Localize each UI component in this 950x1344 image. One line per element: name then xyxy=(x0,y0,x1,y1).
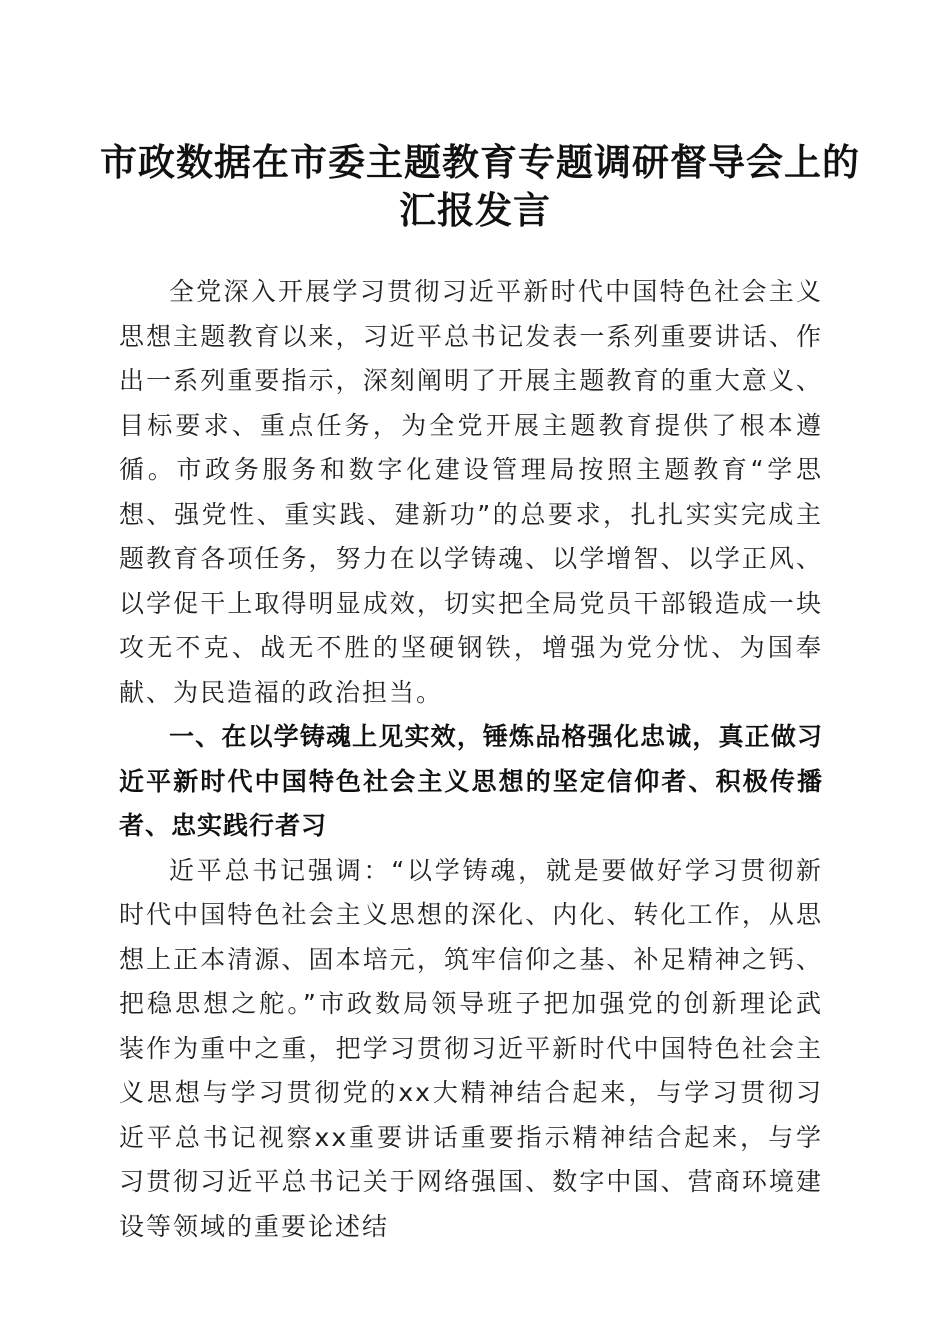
document-title xyxy=(100,138,860,234)
paragraph-intro: 全党深入开展学习贯彻习近平新时代中国特色社会主义思想主题教育以来，习近平总书记发表一系列重要讲话、作出一系列重要指示，深刻阐明了开展主题教育的重大意义、目标要求、重点任务，为全党开展主题教育提供了根本遵循。市政务服务和数字化建设管理局按照主题教育“学思想、强党性、重实践、建新功”的总要求，扎扎实实完成主题教育各项任务，努力在以学铸魂、以学增智、以学正风、以学促干上取得明显成效，切实把全局党员干部锻造成一块攻无不克、战无不胜的坚硬钢铁，增强为党分忧、为国奉献、为民造福的政治担当。 xyxy=(119,277,823,707)
title-line-1: 市政数据在市委主题教育专题调研督导会上的 xyxy=(100,140,860,184)
document-body xyxy=(119,270,823,1249)
paragraph-section-1: 近平总书记强调：“以学铸魂，就是要做好学习贯彻新时代中国特色社会主义思想的深化、内化、转化工作，从思想上正本清源、固本培元，筑牢信仰之基、补足精神之钙、把稳思想之舵。”市政数局领导班子把加强党的创新理论武装作为重中之重，把学习贯彻习近平新时代中国特色社会主义思想与学习贯彻党的xx大精神结合起来，与学习贯彻习近平总书记视察xx重要讲话重要指示精神结合起来，与学习贯彻习近平总书记关于网络强国、数字中国、营商环境建设等领域的重要论述结 xyxy=(119,855,823,1241)
section-heading-1: 一、在以学铸魂上见实效，锤炼品格强化忠诚，真正做习近平新时代中国特色社会主义思想的坚定信仰者、积极传播者、忠实践行者习 xyxy=(119,722,823,840)
title-line-2: 汇报发言 xyxy=(399,188,551,232)
